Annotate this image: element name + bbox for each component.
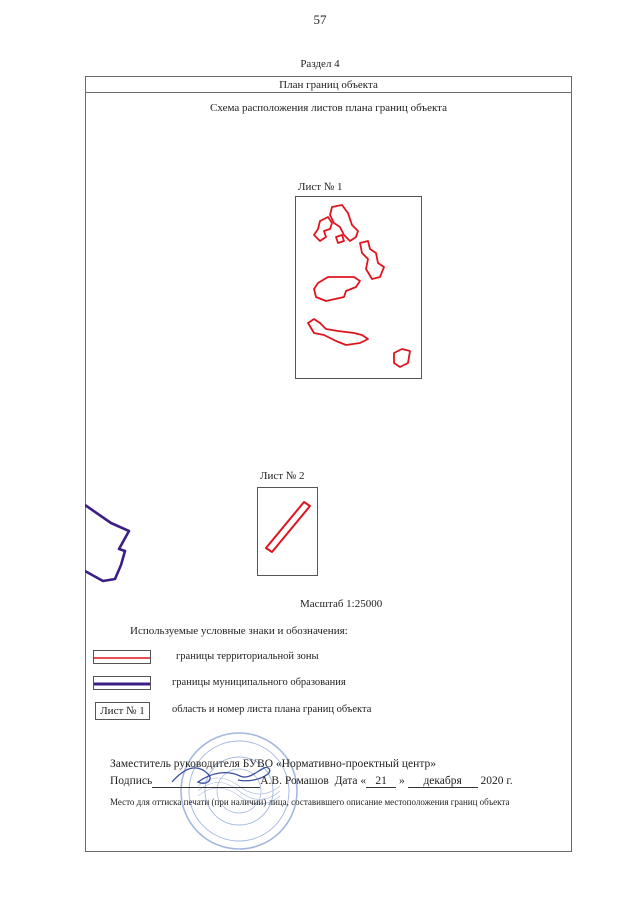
- legend-zone-text: границы территориальной зоны: [176, 651, 319, 662]
- section-title: Раздел 4: [300, 58, 340, 70]
- sheet-1-label: Лист № 1: [298, 181, 343, 193]
- zone-shape: [394, 349, 410, 367]
- legend-municipal-text: границы муниципального образования: [172, 677, 346, 688]
- page-number: 57: [313, 12, 327, 27]
- zone-shape: [308, 319, 368, 345]
- date-month: декабря: [408, 775, 478, 788]
- seal-note: Место для оттиска печати (при наличии) лица, составившего описание местоположения границ объекта: [110, 797, 510, 807]
- zone-shape: [314, 277, 360, 301]
- frame-divider: [85, 92, 572, 93]
- date-mid: »: [399, 775, 405, 787]
- date-year: 2020 г.: [480, 775, 513, 787]
- legend-sheet-text: область и номер листа плана границ объекта: [172, 704, 372, 715]
- signatory-name: А.В. Ромашов: [260, 775, 329, 787]
- zone-shape: [266, 502, 310, 552]
- signature-row: [110, 775, 513, 788]
- municipal-boundary: [85, 495, 145, 587]
- zone-shape: [336, 235, 344, 243]
- date-label: Дата «: [334, 775, 367, 787]
- scale-label: Масштаб 1:25000: [300, 598, 383, 610]
- legend-title: Используемые условные знаки и обозначения:: [130, 625, 348, 637]
- sheet-2-map: [258, 488, 317, 575]
- zone-shape: [314, 217, 332, 241]
- zone-shape: [360, 241, 384, 279]
- sheet-1-box: [295, 196, 422, 379]
- plan-title: План границ объекта: [279, 79, 378, 91]
- date-day: 21: [366, 775, 396, 788]
- legend-municipal-swatch: [93, 676, 151, 690]
- official-stamp: [178, 730, 300, 852]
- zone-shape: [330, 205, 358, 241]
- scheme-title: Схема расположения листов плана границ объекта: [210, 102, 447, 114]
- signatory-position: Заместитель руководителя БУВО «Нормативно-проектный центр»: [110, 758, 436, 770]
- signature-line: [152, 775, 260, 788]
- signature-label: Подпись: [110, 775, 153, 787]
- legend-sheet-symbol: Лист № 1: [95, 702, 150, 720]
- legend-zone-swatch: [93, 650, 151, 664]
- sheet-1-map: [296, 197, 421, 378]
- sheet-2-label: Лист № 2: [260, 470, 305, 482]
- sheet-2-box: [257, 487, 318, 576]
